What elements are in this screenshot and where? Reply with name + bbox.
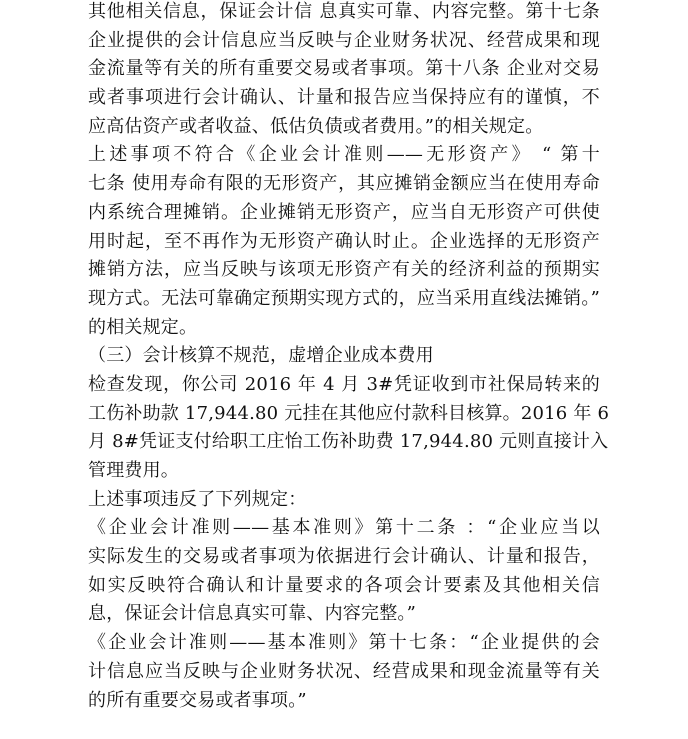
text-line: 的相关规定。 — [88, 316, 198, 338]
text-line: 《企业会计准则——基本准则》第十七条：“企业提供的会 — [88, 632, 600, 654]
text-line: 应高估资产或者收益、低估负债或者费用。”的相关规定。 — [88, 115, 544, 137]
text-line: 实际发生的交易或者事项为依据进行会计确认、计量和报告， — [88, 546, 600, 568]
text-line: 管理费用。 — [88, 460, 179, 481]
text-line: 金流量等有关的所有重要交易或者事项。第十八条 企业对交易 — [88, 58, 600, 80]
text-line: 现方式。无法可靠确定预期实现方式的，应当采用直线法摊销。” — [88, 287, 600, 309]
text-line: 检查发现，你公司 2016 年 4 月 3#凭证收到市社保局转来的 — [88, 373, 600, 395]
text-line: 企业提供的会计信息应当反映与企业财务状况、经营成果和现 — [88, 29, 600, 51]
text-line: 的所有重要交易或者事项。” — [88, 689, 307, 711]
text-line: 内系统合理摊销。企业摊销无形资产，应当自无形资产可供使 — [88, 201, 600, 223]
text-line: 上述事项不符合《企业会计准则——无形资产》 “ 第十 — [88, 144, 600, 166]
text-line: 摊销方法，应当反映与该项无形资产有关的经济利益的预期实 — [88, 259, 600, 281]
text-line: 息，保证会计信息真实可靠、内容完整。” — [88, 603, 417, 625]
document-body — [88, 0, 610, 715]
text-line: 上述事项违反了下列规定： — [88, 488, 307, 510]
text-line: 或者事项进行会计确认、计量和报告应当保持应有的谨慎，不 — [88, 87, 600, 109]
text-line: 《企业会计准则——基本准则》第十二条 ：“企业应当以 — [88, 517, 600, 539]
text-line: 七条 使用寿命有限的无形资产，其应摊销金额应当在使用寿命 — [88, 173, 600, 195]
text-line: 如实反映符合确认和计量要求的各项会计要素及其他相关信 — [88, 574, 600, 596]
text-line: 计信息应当反映与企业财务状况、经营成果和现金流量等有关 — [88, 660, 600, 682]
text-line: 用时起，至不再作为无形资产确认时止。企业选择的无形资产 — [88, 230, 600, 252]
section-heading: （三）会计核算不规范，虚增企业成本费用 — [88, 345, 434, 367]
text-line: 工伤补助款 17,944.80 元挂在其他应付款科目核算。2016 年 6 — [88, 402, 610, 424]
text-line: 月 8#凭证支付给职工庄怡工伤补助费 17,944.80 元则直接计入 — [88, 431, 609, 453]
text-line: 其他相关信息，保证会计信 息真实可靠、内容完整。第十七条 — [88, 1, 600, 22]
